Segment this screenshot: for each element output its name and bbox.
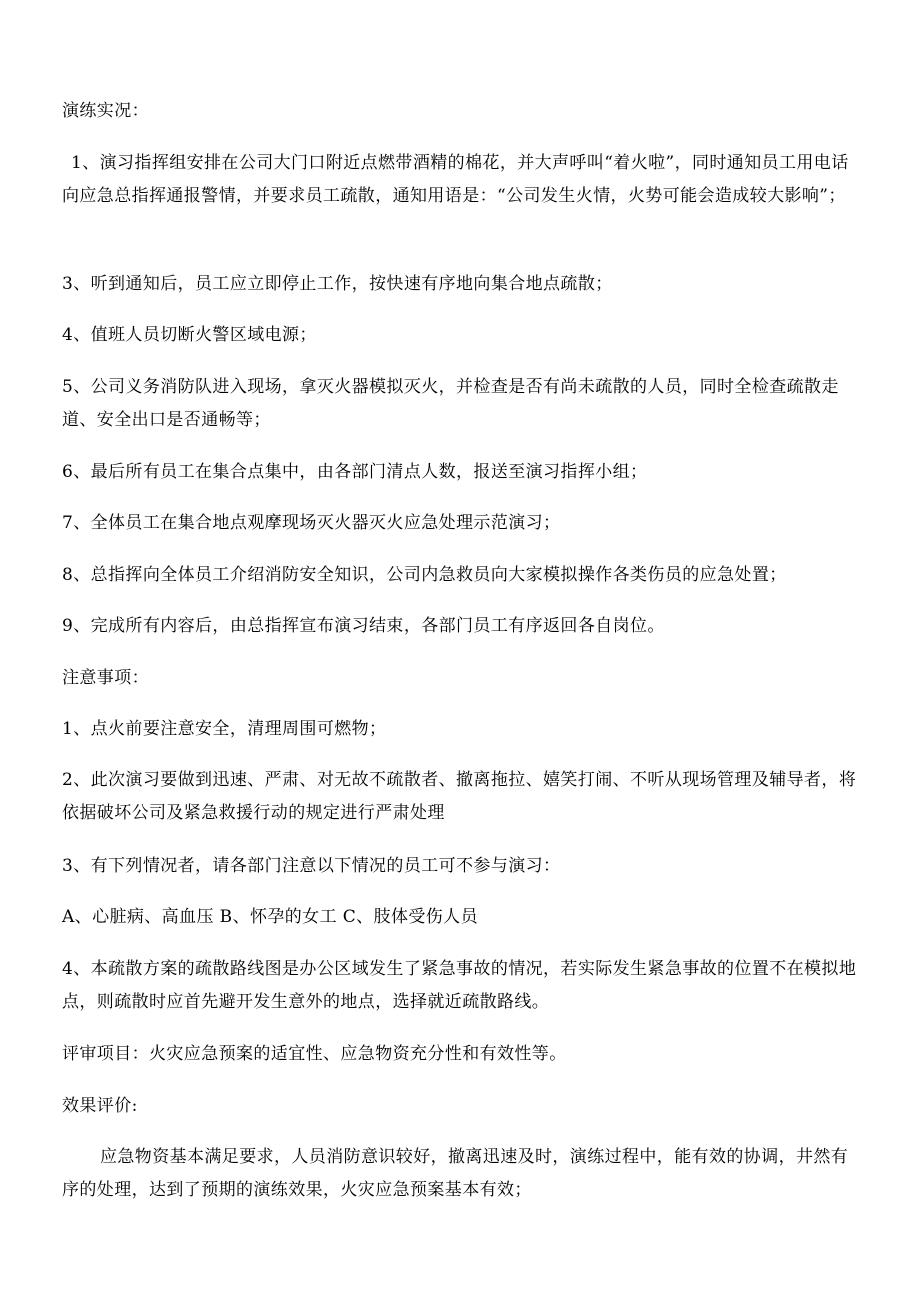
drill-step: 1、演习指挥组安排在公司大门口附近点燃带酒精的棉花，并大声呼叫“着火啦”，同时通知员工用电话向应急总指挥通报警情，并要求员工疏散，通知用语是：“公司发生火情，火势可能会造成较大影响”； — [62, 153, 849, 206]
review-items: 评审项目：火灾应急预案的适宜性、应急物资充分性和有效性等。 — [62, 1044, 567, 1064]
drill-step: 3、听到通知后，员工应立即停止工作，按快速有序地向集合地点疏散； — [62, 274, 613, 294]
heading-notes: 注意事项： — [62, 668, 149, 688]
note-item: A、心脏病、高血压 B、怀孕的女工 C、肢体受伤人员 — [62, 907, 478, 927]
note-item: 4、本疏散方案的疏散路线图是办公区域发生了紧急事故的情况，若实际发生紧急事故的位置不在模拟地点，则疏散时应首先避开发生意外的地点，选择就近疏散路线。 — [62, 959, 857, 1012]
drill-step: 9、完成所有内容后，由总指挥宣布演习结束，各部门员工有序返回各自岗位。 — [62, 616, 665, 636]
drill-step: 7、全体员工在集合地点观摩现场灭火器灭火应急处理示范演习； — [62, 513, 561, 533]
note-item: 2、此次演习要做到迅速、严肃、对无故不疏散者、撤离拖拉、嬉笑打闹、不听从现场管理及辅导者，将依据破坏公司及紧急救援行动的规定进行严肃处理 — [62, 770, 857, 823]
effect-text: 应急物资基本满足要求，人员消防意识较好，撤离迅速及时，演练过程中，能有效的协调，井然有序的处理，达到了预期的演练效果，火灾应急预案基本有效； — [62, 1147, 849, 1200]
drill-step: 6、最后所有员工在集合点集中，由各部门清点人数，报送至演习指挥小组； — [62, 462, 648, 482]
heading-drill: 演练实况： — [62, 101, 149, 121]
drill-step: 5、公司义务消防队进入现场，拿灭火器模拟灭火，并检查是否有尚未疏散的人员，同时全检查疏散走道、安全出口是否通畅等； — [62, 377, 839, 430]
note-item: 3、有下列情况者，请各部门注意以下情况的员工可不参与演习： — [62, 856, 561, 876]
drill-step: 4、值班人员切断火警区域电源； — [62, 325, 317, 345]
note-item: 1、点火前要注意安全，清理周围可燃物； — [62, 719, 387, 739]
drill-step: 8、总指挥向全体员工介绍消防安全知识，公司内急救员向大家模拟操作各类伤员的应急处置； — [62, 565, 787, 585]
heading-effect: 效果评价: — [62, 1096, 138, 1116]
